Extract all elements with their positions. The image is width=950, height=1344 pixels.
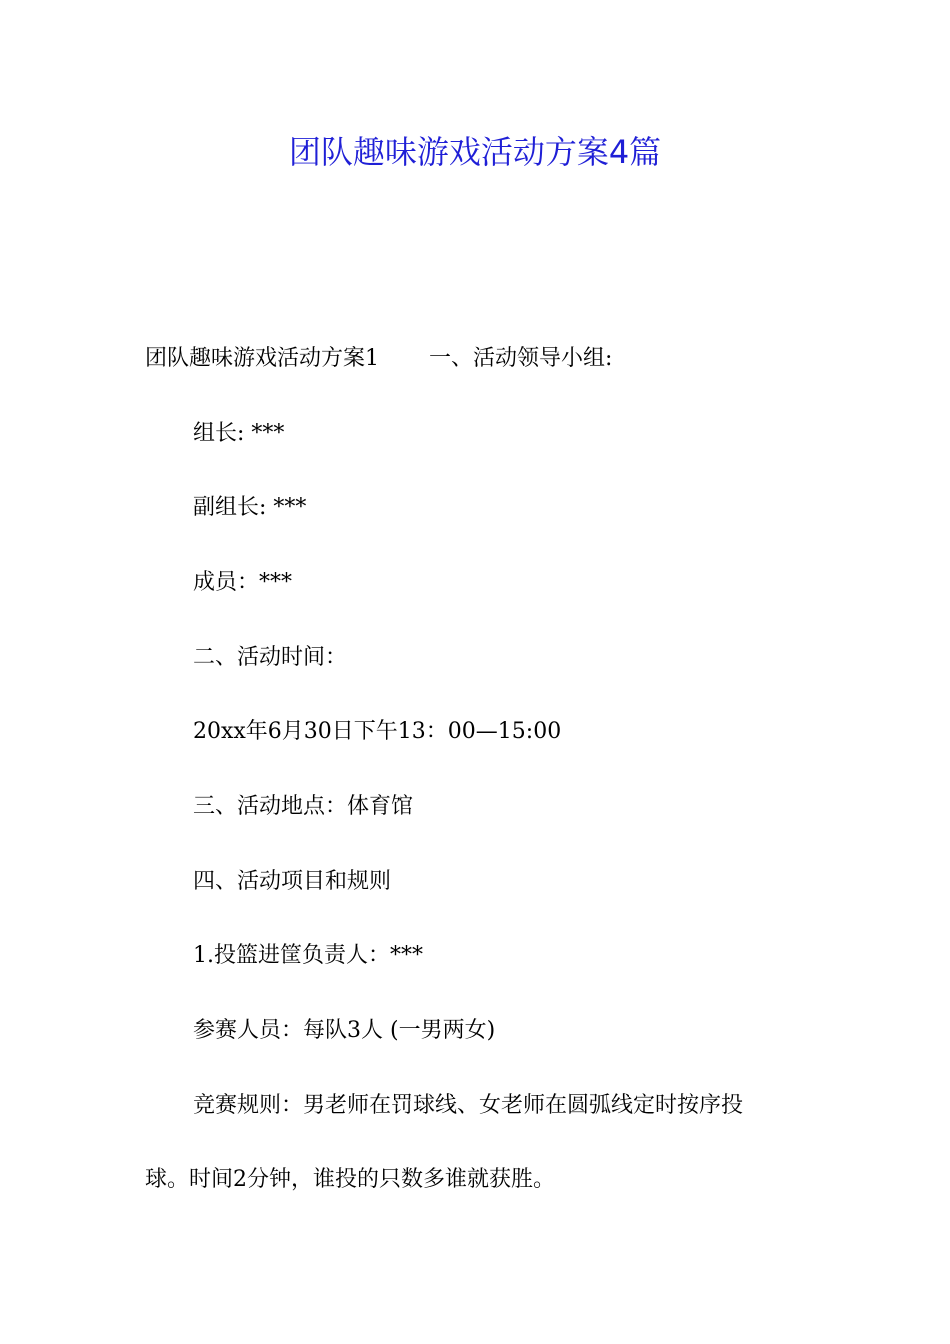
- document-line-1: [145, 342, 612, 376]
- participants-line: 参赛人员：每队3人 (一男两女): [193, 1018, 496, 1043]
- leadership-group-heading: 一、活动领导小组:: [429, 346, 613, 371]
- activity-location-line: 三、活动地点：体育馆: [193, 794, 414, 819]
- competition-rules-continued: 球。时间2分钟，谁投的只数多谁就获胜。: [145, 1167, 555, 1192]
- activity-time-value: 20xx年6月30日下午13：00—15:00: [193, 719, 562, 744]
- section-heading: 团队趣味游戏活动方案1: [145, 346, 379, 371]
- group-leader-line: 组长: ***: [193, 421, 285, 446]
- members-line: 成员：***: [193, 570, 293, 595]
- basketball-item-line: 1.投篮进筐负责人：***: [193, 943, 423, 968]
- competition-rules-line: 竞赛规则：男老师在罚球线、女老师在圆弧线定时按序投: [193, 1093, 744, 1118]
- deputy-leader-line: 副组长: ***: [193, 495, 307, 520]
- activity-rules-heading: 四、活动项目和规则: [193, 869, 392, 894]
- page-title: 团队趣味游戏活动方案4篇: [288, 133, 662, 171]
- activity-time-heading: 二、活动时间：: [193, 645, 348, 670]
